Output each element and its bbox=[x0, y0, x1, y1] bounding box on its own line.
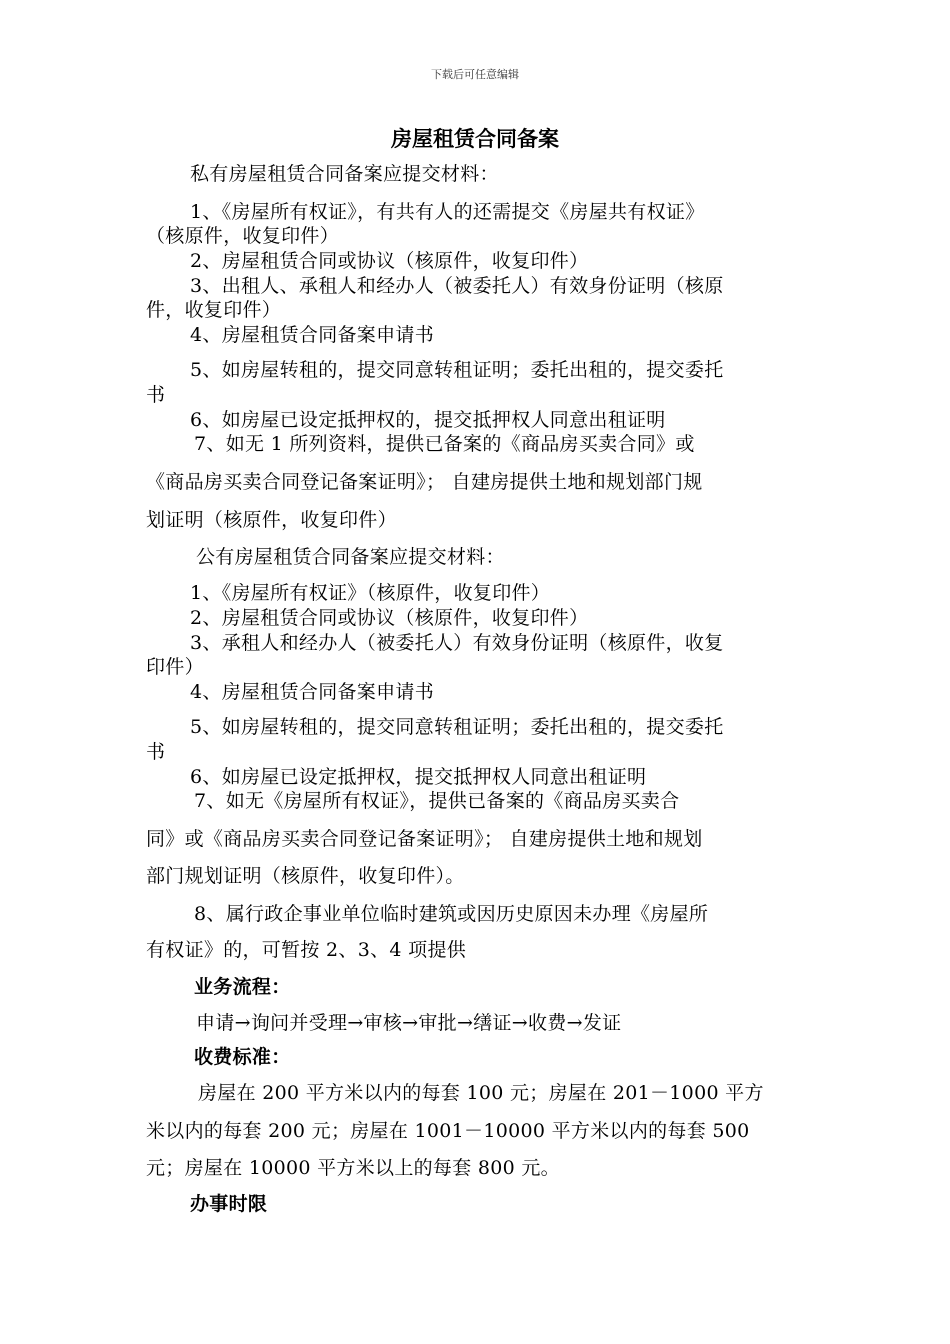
public-item-7-line2: 同》或《商品房买卖合同登记备案证明》； 自建房提供土地和规划 bbox=[146, 828, 703, 850]
fees-heading: 收费标准： bbox=[194, 1046, 291, 1068]
public-item-2-line1: 2、房屋租赁合同或协议（核原件，收复印件） bbox=[190, 607, 589, 629]
private-item-1-line2: （核原件，收复印件） bbox=[146, 225, 340, 247]
public-item-7-line1: 7、如无《房屋所有权证》，提供已备案的《商品房买卖合 bbox=[194, 790, 680, 812]
fees-line3: 元；房屋在 10000 平方米以上的每套 800 元。 bbox=[146, 1157, 560, 1179]
private-item-1-line1: 1、《房屋所有权证》，有共有人的还需提交《房屋共有权证》 bbox=[190, 201, 705, 223]
public-item-4-line1: 4、房屋租赁合同备案申请书 bbox=[190, 681, 434, 703]
public-item-3-line2: 印件） bbox=[146, 656, 204, 678]
public-item-8-line1: 8、属行政企事业单位临时建筑或因历史原因未办理《房屋所 bbox=[194, 903, 709, 925]
process-flow: 申请→询问并受理→审核→审批→缮证→收费→发证 bbox=[196, 1012, 622, 1034]
private-section-heading: 私有房屋租赁合同备案应提交材料： bbox=[190, 163, 499, 185]
private-item-7-line2: 《商品房买卖合同登记备案证明》； 自建房提供土地和规划部门规 bbox=[146, 471, 703, 493]
document-title: 房屋租赁合同备案 bbox=[391, 126, 559, 151]
public-item-6-line1: 6、如房屋已设定抵押权，提交抵押权人同意出租证明 bbox=[190, 766, 647, 788]
time-limit-heading: 办事时限 bbox=[190, 1193, 268, 1215]
public-item-3-line1: 3、承租人和经办人（被委托人）有效身份证明（核原件，收复 bbox=[190, 632, 724, 654]
fees-line1: 房屋在 200 平方米以内的每套 100 元；房屋在 201－1000 平方 bbox=[198, 1082, 764, 1104]
public-item-5-line1: 5、如房屋转租的，提交同意转租证明；委托出租的，提交委托 bbox=[190, 716, 724, 738]
private-item-7-line1: 7、如无 1 所列资料，提供已备案的《商品房买卖合同》或 bbox=[194, 433, 695, 455]
private-item-4-line1: 4、房屋租赁合同备案申请书 bbox=[190, 324, 434, 346]
private-item-5-line1: 5、如房屋转租的，提交同意转租证明；委托出租的，提交委托 bbox=[190, 359, 724, 381]
public-item-7-line3: 部门规划证明（核原件，收复印件）。 bbox=[146, 865, 465, 887]
public-item-1-line1: 1、《房屋所有权证》（核原件，收复印件） bbox=[190, 582, 551, 604]
private-item-2-line1: 2、房屋租赁合同或协议（核原件，收复印件） bbox=[190, 250, 589, 272]
private-item-5-line2: 书 bbox=[146, 384, 166, 406]
private-item-3-line2: 件，收复印件） bbox=[146, 299, 282, 321]
private-item-3-line1: 3、出租人、承租人和经办人（被委托人）有效身份证明（核原 bbox=[190, 275, 724, 297]
process-heading: 业务流程： bbox=[194, 976, 291, 998]
fees-line2: 米以内的每套 200 元；房屋在 1001－10000 平方米以内的每套 500 bbox=[146, 1120, 750, 1142]
private-item-6-line1: 6、如房屋已设定抵押权的，提交抵押权人同意出租证明 bbox=[190, 409, 666, 431]
private-item-7-line3: 划证明（核原件，收复印件） bbox=[146, 509, 397, 531]
header-note: 下载后可任意编辑 bbox=[431, 68, 519, 81]
public-item-5-line2: 书 bbox=[146, 741, 166, 763]
public-section-heading: 公有房屋租赁合同备案应提交材料： bbox=[196, 546, 505, 568]
public-item-8-line2: 有权证》的，可暂按 2、3、4 项提供 bbox=[146, 939, 467, 961]
